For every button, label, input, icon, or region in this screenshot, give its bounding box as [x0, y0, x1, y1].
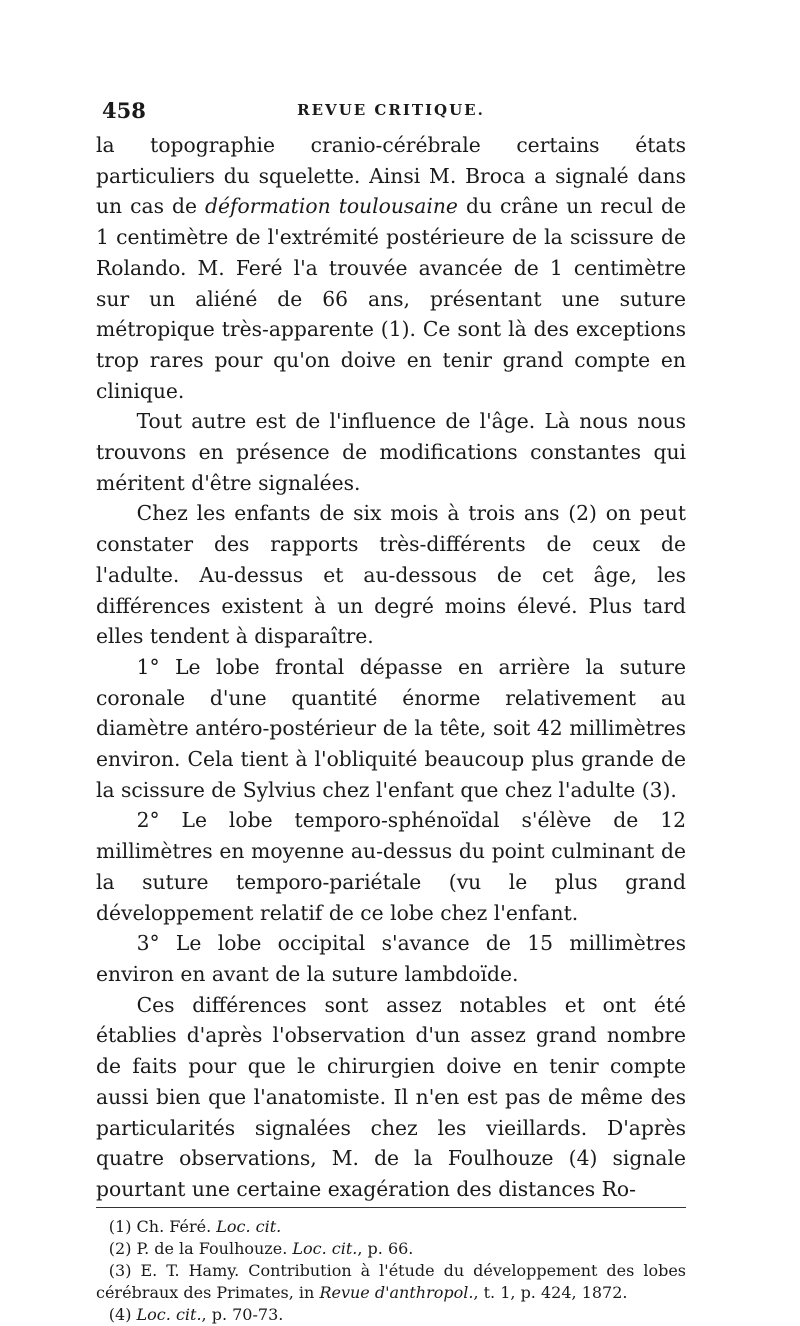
footnotes: [96, 1216, 686, 1326]
footnote-3-tail: , t. 1, p. 424, 1872.: [473, 1282, 628, 1302]
paragraph-5: 2° Le lobe temporo-sphénoïdal s'élève de 12 millimètres en moyenne au-dessus du point culminant de la suture temporo-pariétale (vu le plus grand développement relatif de ce lobe chez l'enfant.: [96, 808, 686, 925]
body-text: [96, 130, 686, 1205]
footnote-4-tail: , p. 70-73.: [201, 1304, 284, 1324]
paragraph-7: Ces différences sont assez notables et ont été établies d'après l'observation d'un assez grand nombre de faits pour que le chirurgien doive en tenir compte aussi bien que l'anatomiste. Il n'en est pas de même des particularités signalées chez les vieillards. D'après quatre observations, M. de la Foulhouze (4) signale pourtant une certaine exagération des distances Ro-: [96, 992, 686, 1201]
paragraph-1: [96, 130, 686, 406]
paragraph-6: 3° Le lobe occipital s'avance de 15 millimètres environ en avant de la suture lambdoïde.: [96, 931, 686, 986]
paragraph-1-italic: déformation toulousaine: [205, 194, 458, 219]
page-number: 458: [102, 98, 146, 123]
page-header: [96, 98, 686, 128]
footnote-4-italic: Loc. cit.: [136, 1304, 202, 1324]
footnote-3: [96, 1260, 686, 1304]
footnote-3-text: (3) E. T. Hamy. Contribution à l'étude du développement des lobes cérébraux des Primates, in: [96, 1260, 686, 1302]
paragraph-1-text-a: la topographie cranio-cérébrale certains états particuliers du squelette. Ainsi M. Broca a signalé dans un cas de: [96, 133, 686, 219]
footnote-1: [96, 1216, 686, 1238]
paragraph-4: 1° Le lobe frontal dépasse en arrière la suture coronale d'une quantité énorme relativement au diamètre antéro-postérieur de la tête, soit 42 millimètres environ. Cela tient à l'obliquité beaucoup plus grande de la scissure de Sylvius chez l'enfant que chez l'adulte (3).: [96, 654, 686, 802]
footnote-3-italic: Revue d'anthropol.: [319, 1282, 474, 1302]
footnote-2: [96, 1238, 686, 1260]
footnote-2-text: (2) P. de la Foulhouze.: [108, 1238, 293, 1258]
running-head: REVUE CRITIQUE.: [297, 101, 485, 119]
paragraph-1-text-c: du crâne un recul de 1 centimètre de l'extrémité postérieure de la scissure de Rolando. M. Feré l'a trouvée avancée de 1 centimètre sur un aliéné de 66 ans, présentant une suture métropique très-apparente (1). Ce sont là des exceptions trop rares pour qu'on doive en tenir grand compte en clinique.: [96, 194, 687, 403]
footnote-1-text: (1) Ch. Féré.: [108, 1216, 217, 1236]
footnote-4: [96, 1304, 686, 1326]
footnote-1-italic: Loc. cit.: [216, 1216, 282, 1236]
paragraph-2: Tout autre est de l'influence de l'âge. Là nous nous trouvons en présence de modifications constantes qui méritent d'être signalées.: [96, 409, 686, 495]
footnote-2-tail: , p. 66.: [357, 1238, 414, 1258]
footnote-2-italic: Loc. cit.: [292, 1238, 358, 1258]
footnote-divider: [96, 1207, 686, 1208]
footnote-4-text: (4): [108, 1304, 137, 1324]
book-page: [96, 98, 686, 1326]
paragraph-3: Chez les enfants de six mois à trois ans (2) on peut constater des rapports très-différents de ceux de l'adulte. Au-dessus et au-dessous de cet âge, les différences existent à un degré moins élevé. Plus tard elles tendent à disparaître.: [96, 501, 686, 649]
